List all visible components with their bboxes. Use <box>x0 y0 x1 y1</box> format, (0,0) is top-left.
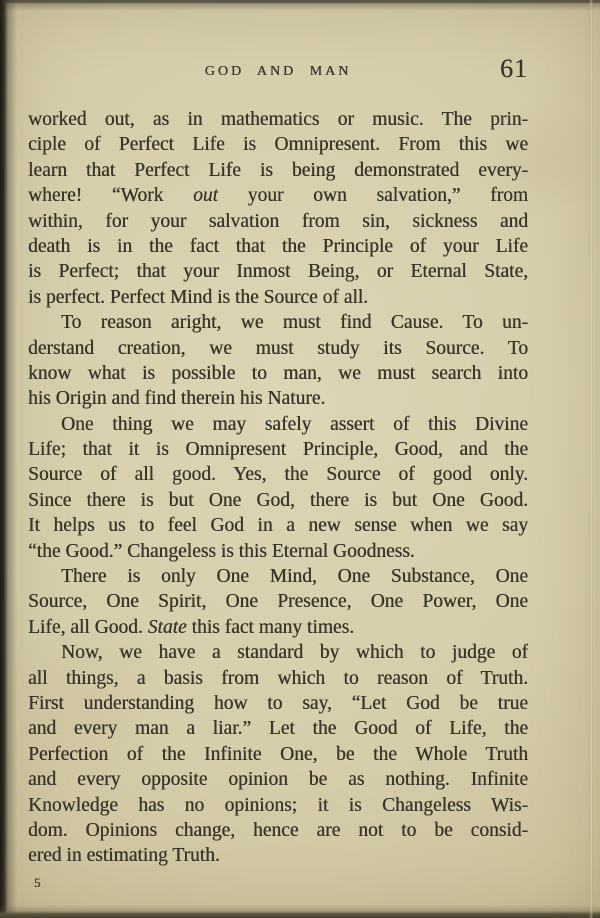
text-segment: Life, all Good. <box>28 616 148 638</box>
text-segment: within, for your salvation from sin, sickness and <box>28 210 528 232</box>
text-line <box>28 285 528 310</box>
text-line <box>28 437 528 462</box>
text-line <box>28 539 528 564</box>
text-line <box>28 183 528 208</box>
text-segment: First understanding how to say, “Let God be true <box>28 692 528 714</box>
text-line <box>28 107 528 132</box>
text-line <box>28 310 528 335</box>
text-segment: and every man a liar.” Let the Good of Life, the <box>28 718 528 740</box>
text-segment: worked out, as in mathematics or music. The prin- <box>28 109 528 130</box>
text-line <box>28 615 528 640</box>
paragraph <box>28 310 528 412</box>
text-segment: Life; that it is Omnipresent Principle, Good, and the <box>28 439 528 461</box>
text-segment: “the Good.” Changeless is this Eternal Goodness. <box>28 540 415 562</box>
text-line <box>28 742 528 767</box>
text-line <box>28 793 528 818</box>
scan-edge-left <box>0 0 18 918</box>
text-segment: Knowledge has no opinions; it is Changeless Wis- <box>28 794 528 816</box>
text-segment: death is in the fact that the Principle of your Life <box>28 235 528 257</box>
text-segment: ered in estimating Truth. <box>28 845 220 867</box>
text-segment: where! “Work <box>28 185 194 207</box>
scan-edge-bottom <box>0 904 600 918</box>
text-segment: dom. Opinions change, hence are not to be consid- <box>28 819 528 841</box>
text-line <box>28 513 528 538</box>
text-line <box>28 488 528 513</box>
text-segment: learn that Perfect Life is being demonstrated every- <box>28 159 528 181</box>
text-line <box>28 716 528 741</box>
body-text <box>28 107 528 869</box>
text-segment: Since there is but One God, there is but One Good. <box>28 489 528 511</box>
text-line <box>28 158 528 183</box>
paragraph <box>28 107 528 310</box>
text-segment: all things, a basis from which to reason of Truth. <box>28 667 528 689</box>
text-line <box>28 666 528 691</box>
text-segment: It helps us to feel God in a new sense when we say <box>28 515 528 537</box>
text-segment: Now, we have a standard by which to judge of <box>61 642 528 664</box>
text-line <box>28 767 528 792</box>
text-segment: Source of all good. Yes, the Source of good only. <box>28 464 528 486</box>
text-segment: Source, One Spirit, One Presence, One Power, One <box>28 591 528 613</box>
text-segment: derstand creation, we must study its Source. To <box>28 337 528 359</box>
text-line <box>28 412 528 437</box>
text-line <box>28 564 528 589</box>
page-number: 61 <box>500 54 528 83</box>
text-line <box>28 843 528 868</box>
text-segment: Perfection of the Infinite One, be the Whole Truth <box>28 743 528 765</box>
text-line <box>28 640 528 665</box>
text-segment: and every opposite opinion be as nothing. Infinite <box>28 769 528 791</box>
page-crease <box>589 0 593 918</box>
scan-edge-top <box>0 0 600 12</box>
text-segment: your own salvation,” from <box>217 185 528 207</box>
text-line <box>28 259 528 284</box>
text-line <box>28 234 528 259</box>
running-header <box>28 54 528 83</box>
text-segment: is Perfect; that your Inmost Being, or Eternal State, <box>28 261 528 283</box>
text-segment: To reason aright, we must find Cause. To un- <box>61 312 528 334</box>
text-segment: know what is possible to man, we must search into <box>28 362 528 384</box>
text-line <box>28 462 528 487</box>
paragraph <box>28 564 528 640</box>
text-segment: this fact many times. <box>186 616 355 638</box>
text-line <box>28 209 528 234</box>
text-segment: is perfect. Perfect Mind is the Source of all. <box>28 286 369 308</box>
text-segment: One thing we may safely assert of this Divine <box>61 413 528 435</box>
signature-mark: 5 <box>34 875 41 890</box>
text-line <box>28 589 528 614</box>
text-segment: ciple of Perfect Life is Omnipresent. From this we <box>28 134 528 156</box>
italic-text: State <box>147 616 187 638</box>
text-line <box>28 361 528 386</box>
text-line <box>28 336 528 361</box>
text-line <box>28 691 528 716</box>
paragraph <box>28 640 528 869</box>
text-line <box>28 818 528 843</box>
paragraph <box>28 412 528 564</box>
text-line <box>28 132 528 157</box>
text-segment: There is only One Mind, One Substance, One <box>61 566 528 588</box>
italic-text: out <box>193 185 218 207</box>
text-line <box>28 386 528 411</box>
text-segment: his Origin and find therein his Nature. <box>28 388 326 410</box>
page-title: GOD AND MAN <box>204 64 352 79</box>
